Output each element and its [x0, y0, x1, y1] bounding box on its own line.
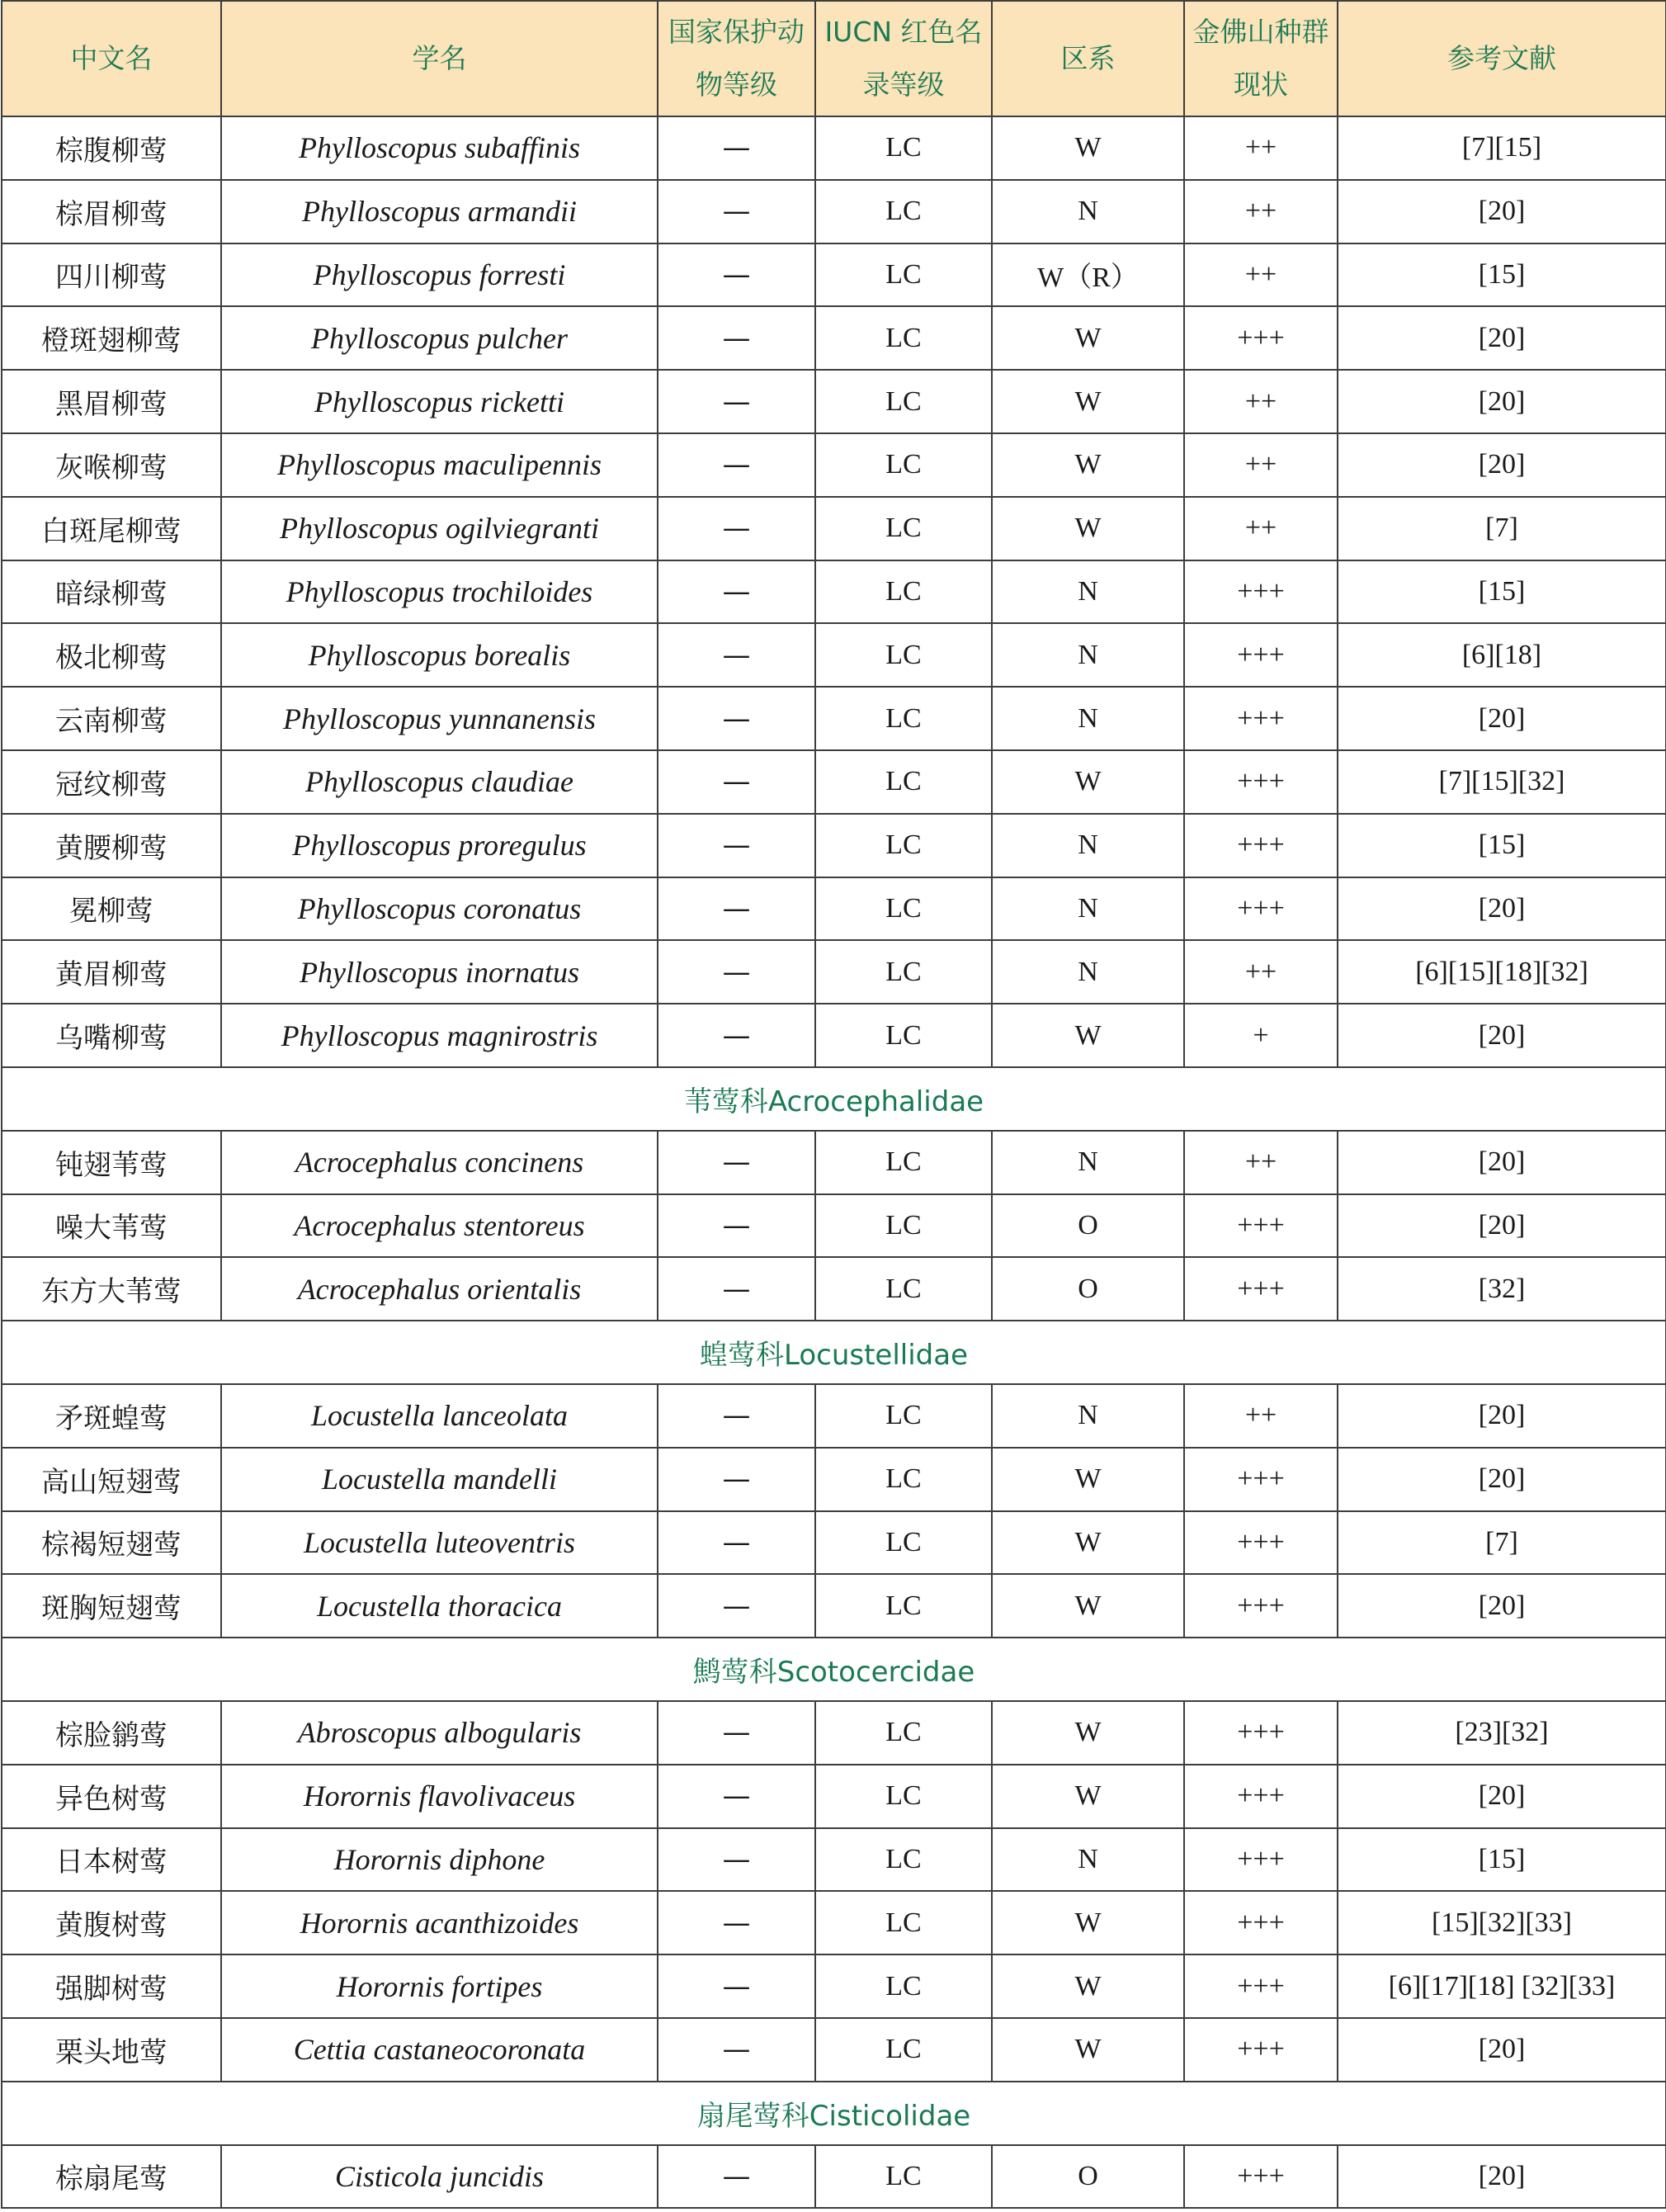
- table-row: [2, 1828, 1666, 1892]
- header-scientific-name: 学名: [221, 1, 658, 116]
- protection-level-cell: —: [658, 1765, 815, 1828]
- iucn-level-cell: LC: [815, 1701, 992, 1765]
- fauna-region-cell: O: [992, 1194, 1184, 1258]
- table-row: [2, 306, 1666, 370]
- chinese-name-cell: 暗绿柳莺: [2, 560, 221, 624]
- protection-level-cell: —: [658, 1891, 815, 1954]
- table-row: [2, 497, 1666, 560]
- population-status-cell: +++: [1184, 2018, 1338, 2082]
- chinese-name-cell: 噪大苇莺: [2, 1194, 221, 1258]
- scientific-name-cell: Phylloscopus magnirostris: [221, 1004, 658, 1067]
- fauna-region-cell: W: [992, 370, 1184, 433]
- protection-level-cell: —: [658, 1954, 815, 2018]
- iucn-level-cell: LC: [815, 1131, 992, 1194]
- protection-level-cell: —: [658, 2018, 815, 2082]
- fauna-region-cell: W: [992, 1954, 1184, 2018]
- fauna-region-cell: W: [992, 1004, 1184, 1067]
- fauna-region-cell: W（R）: [992, 243, 1184, 307]
- references-cell: [32]: [1338, 1257, 1666, 1321]
- population-status-cell: ++: [1184, 243, 1338, 307]
- fauna-region-cell: N: [992, 940, 1184, 1004]
- table-row: [2, 1257, 1666, 1321]
- protection-level-cell: —: [658, 560, 815, 624]
- population-status-cell: ++: [1184, 116, 1338, 180]
- references-cell: [20]: [1338, 877, 1666, 941]
- fauna-region-cell: N: [992, 687, 1184, 750]
- population-status-cell: +++: [1184, 1448, 1338, 1511]
- scientific-name-cell: Phylloscopus yunnanensis: [221, 687, 658, 750]
- scientific-name-cell: Phylloscopus coronatus: [221, 877, 658, 941]
- scientific-name-cell: Acrocephalus stentoreus: [221, 1194, 658, 1258]
- scientific-name-cell: Locustella mandelli: [221, 1448, 658, 1511]
- protection-level-cell: —: [658, 180, 815, 243]
- iucn-level-cell: LC: [815, 306, 992, 370]
- references-cell: [15]: [1338, 560, 1666, 624]
- family-row: [2, 1638, 1666, 1701]
- protection-level-cell: —: [658, 1384, 815, 1448]
- scientific-name-cell: Horornis diphone: [221, 1828, 658, 1892]
- fauna-region-cell: N: [992, 1131, 1184, 1194]
- iucn-level-cell: LC: [815, 497, 992, 560]
- iucn-level-cell: LC: [815, 1511, 992, 1575]
- scientific-name-cell: Acrocephalus concinens: [221, 1131, 658, 1194]
- table-row: [2, 370, 1666, 433]
- population-status-cell: +++: [1184, 1194, 1338, 1258]
- references-cell: [7]: [1338, 497, 1666, 560]
- population-status-cell: +++: [1184, 623, 1338, 687]
- protection-level-cell: —: [658, 750, 815, 814]
- fauna-region-cell: N: [992, 180, 1184, 243]
- scientific-name-cell: Horornis fortipes: [221, 1954, 658, 2018]
- fauna-region-cell: W: [992, 1511, 1184, 1575]
- references-cell: [15]: [1338, 814, 1666, 877]
- table-row: [2, 2018, 1666, 2082]
- species-table: [1, 0, 1666, 2209]
- table-row: [2, 1511, 1666, 1575]
- scientific-name-cell: Acrocephalus orientalis: [221, 1257, 658, 1321]
- scientific-name-cell: Phylloscopus maculipennis: [221, 433, 658, 497]
- protection-level-cell: —: [658, 116, 815, 180]
- fauna-region-cell: W: [992, 750, 1184, 814]
- iucn-level-cell: LC: [815, 940, 992, 1004]
- chinese-name-cell: 矛斑蝗莺: [2, 1384, 221, 1448]
- scientific-name-cell: Phylloscopus forresti: [221, 243, 658, 307]
- fauna-region-cell: W: [992, 433, 1184, 497]
- protection-level-cell: —: [658, 1828, 815, 1892]
- population-status-cell: +++: [1184, 1891, 1338, 1954]
- population-status-cell: +++: [1184, 1954, 1338, 2018]
- population-status-cell: +++: [1184, 687, 1338, 750]
- iucn-level-cell: LC: [815, 1574, 992, 1638]
- iucn-level-cell: LC: [815, 180, 992, 243]
- population-status-cell: ++: [1184, 497, 1338, 560]
- chinese-name-cell: 栗头地莺: [2, 2018, 221, 2082]
- fauna-region-cell: N: [992, 814, 1184, 877]
- table-row: [2, 814, 1666, 877]
- references-cell: [20]: [1338, 433, 1666, 497]
- chinese-name-cell: 强脚树莺: [2, 1954, 221, 2018]
- iucn-level-cell: LC: [815, 814, 992, 877]
- iucn-level-cell: LC: [815, 877, 992, 941]
- protection-level-cell: —: [658, 1511, 815, 1575]
- population-status-cell: +++: [1184, 1257, 1338, 1321]
- scientific-name-cell: Phylloscopus borealis: [221, 623, 658, 687]
- chinese-name-cell: 冕柳莺: [2, 877, 221, 941]
- chinese-name-cell: 钝翅苇莺: [2, 1131, 221, 1194]
- population-status-cell: +++: [1184, 306, 1338, 370]
- fauna-region-cell: N: [992, 1384, 1184, 1448]
- references-cell: [23][32]: [1338, 1701, 1666, 1765]
- chinese-name-cell: 黑眉柳莺: [2, 370, 221, 433]
- population-status-cell: +++: [1184, 750, 1338, 814]
- table-row: [2, 433, 1666, 497]
- family-heading: 鹪莺科Scotocercidae: [2, 1638, 1666, 1701]
- iucn-level-cell: LC: [815, 1954, 992, 2018]
- fauna-region-cell: N: [992, 560, 1184, 624]
- table-row: [2, 1384, 1666, 1448]
- population-status-cell: +++: [1184, 877, 1338, 941]
- table-row: [2, 243, 1666, 307]
- protection-level-cell: —: [658, 433, 815, 497]
- table-body: [2, 116, 1666, 2208]
- header-fauna-region: 区系: [992, 1, 1184, 116]
- iucn-level-cell: LC: [815, 2145, 992, 2209]
- scientific-name-cell: Phylloscopus armandii: [221, 180, 658, 243]
- fauna-region-cell: W: [992, 116, 1184, 180]
- chinese-name-cell: 异色树莺: [2, 1765, 221, 1828]
- fauna-region-cell: N: [992, 623, 1184, 687]
- iucn-level-cell: LC: [815, 1194, 992, 1258]
- fauna-region-cell: O: [992, 1257, 1184, 1321]
- references-cell: [20]: [1338, 370, 1666, 433]
- fauna-region-cell: W: [992, 1701, 1184, 1765]
- fauna-region-cell: W: [992, 1765, 1184, 1828]
- references-cell: [7][15]: [1338, 116, 1666, 180]
- protection-level-cell: —: [658, 1574, 815, 1638]
- table-row: [2, 116, 1666, 180]
- protection-level-cell: —: [658, 1194, 815, 1258]
- iucn-level-cell: LC: [815, 1004, 992, 1067]
- protection-level-cell: —: [658, 1004, 815, 1067]
- chinese-name-cell: 四川柳莺: [2, 243, 221, 307]
- population-status-cell: +++: [1184, 1511, 1338, 1575]
- fauna-region-cell: N: [992, 1828, 1184, 1892]
- population-status-cell: +++: [1184, 1765, 1338, 1828]
- table-row: [2, 1004, 1666, 1067]
- table-row: [2, 687, 1666, 750]
- header-row: [2, 1, 1666, 116]
- table-row: [2, 877, 1666, 941]
- table-row: [2, 2145, 1666, 2209]
- references-cell: [6][17][18] [32][33]: [1338, 1954, 1666, 2018]
- fauna-region-cell: W: [992, 497, 1184, 560]
- population-status-cell: ++: [1184, 370, 1338, 433]
- scientific-name-cell: Cisticola juncidis: [221, 2145, 658, 2209]
- table-row: [2, 1448, 1666, 1511]
- chinese-name-cell: 云南柳莺: [2, 687, 221, 750]
- chinese-name-cell: 乌嘴柳莺: [2, 1004, 221, 1067]
- references-cell: [15][32][33]: [1338, 1891, 1666, 1954]
- chinese-name-cell: 黄眉柳莺: [2, 940, 221, 1004]
- scientific-name-cell: Phylloscopus ricketti: [221, 370, 658, 433]
- table-row: [2, 1765, 1666, 1828]
- header-references: 参考文献: [1338, 1, 1666, 116]
- protection-level-cell: —: [658, 1701, 815, 1765]
- iucn-level-cell: LC: [815, 1257, 992, 1321]
- iucn-level-cell: LC: [815, 750, 992, 814]
- family-row: [2, 1067, 1666, 1131]
- table-row: [2, 1574, 1666, 1638]
- protection-level-cell: —: [658, 623, 815, 687]
- population-status-cell: ++: [1184, 940, 1338, 1004]
- iucn-level-cell: LC: [815, 560, 992, 624]
- protection-level-cell: —: [658, 687, 815, 750]
- chinese-name-cell: 棕脸鹟莺: [2, 1701, 221, 1765]
- references-cell: [6][18]: [1338, 623, 1666, 687]
- references-cell: [15]: [1338, 243, 1666, 307]
- scientific-name-cell: Phylloscopus ogilviegranti: [221, 497, 658, 560]
- scientific-name-cell: Phylloscopus trochiloides: [221, 560, 658, 624]
- family-heading: 蝗莺科Locustellidae: [2, 1321, 1666, 1384]
- references-cell: [15]: [1338, 1828, 1666, 1892]
- protection-level-cell: —: [658, 940, 815, 1004]
- scientific-name-cell: Phylloscopus inornatus: [221, 940, 658, 1004]
- scientific-name-cell: Abroscopus albogularis: [221, 1701, 658, 1765]
- chinese-name-cell: 棕扇尾莺: [2, 2145, 221, 2209]
- protection-level-cell: —: [658, 370, 815, 433]
- references-cell: [20]: [1338, 1765, 1666, 1828]
- references-cell: [20]: [1338, 1574, 1666, 1638]
- references-cell: [20]: [1338, 1194, 1666, 1258]
- chinese-name-cell: 棕褐短翅莺: [2, 1511, 221, 1575]
- population-status-cell: ++: [1184, 1384, 1338, 1448]
- iucn-level-cell: LC: [815, 1448, 992, 1511]
- references-cell: [20]: [1338, 1384, 1666, 1448]
- scientific-name-cell: Locustella lanceolata: [221, 1384, 658, 1448]
- scientific-name-cell: Locustella thoracica: [221, 1574, 658, 1638]
- scientific-name-cell: Phylloscopus subaffinis: [221, 116, 658, 180]
- fauna-region-cell: W: [992, 1574, 1184, 1638]
- references-cell: [20]: [1338, 687, 1666, 750]
- table-row: [2, 1701, 1666, 1765]
- chinese-name-cell: 极北柳莺: [2, 623, 221, 687]
- chinese-name-cell: 黄腹树莺: [2, 1891, 221, 1954]
- header-iucn-level: IUCN 红色名录等级: [815, 1, 992, 116]
- fauna-region-cell: W: [992, 1891, 1184, 1954]
- fauna-region-cell: W: [992, 1448, 1184, 1511]
- chinese-name-cell: 冠纹柳莺: [2, 750, 221, 814]
- fauna-region-cell: W: [992, 306, 1184, 370]
- population-status-cell: ++: [1184, 433, 1338, 497]
- iucn-level-cell: LC: [815, 1765, 992, 1828]
- iucn-level-cell: LC: [815, 1384, 992, 1448]
- family-heading: 苇莺科Acrocephalidae: [2, 1067, 1666, 1131]
- iucn-level-cell: LC: [815, 1891, 992, 1954]
- iucn-level-cell: LC: [815, 370, 992, 433]
- population-status-cell: +++: [1184, 814, 1338, 877]
- iucn-level-cell: LC: [815, 116, 992, 180]
- references-cell: [7][15][32]: [1338, 750, 1666, 814]
- references-cell: [6][15][18][32]: [1338, 940, 1666, 1004]
- chinese-name-cell: 斑胸短翅莺: [2, 1574, 221, 1638]
- iucn-level-cell: LC: [815, 433, 992, 497]
- iucn-level-cell: LC: [815, 623, 992, 687]
- references-cell: [20]: [1338, 180, 1666, 243]
- protection-level-cell: —: [658, 877, 815, 941]
- scientific-name-cell: Phylloscopus claudiae: [221, 750, 658, 814]
- fauna-region-cell: N: [992, 877, 1184, 941]
- population-status-cell: +++: [1184, 1701, 1338, 1765]
- scientific-name-cell: Horornis flavolivaceus: [221, 1765, 658, 1828]
- header-chinese-name: 中文名: [2, 1, 221, 116]
- fauna-region-cell: O: [992, 2145, 1184, 2209]
- chinese-name-cell: 日本树莺: [2, 1828, 221, 1892]
- protection-level-cell: —: [658, 1448, 815, 1511]
- table-row: [2, 1194, 1666, 1258]
- population-status-cell: ++: [1184, 180, 1338, 243]
- header-population-status: 金佛山种群现状: [1184, 1, 1338, 116]
- family-row: [2, 1321, 1666, 1384]
- population-status-cell: +++: [1184, 560, 1338, 624]
- table-row: [2, 750, 1666, 814]
- population-status-cell: ++: [1184, 1131, 1338, 1194]
- references-cell: [20]: [1338, 306, 1666, 370]
- table-row: [2, 1131, 1666, 1194]
- chinese-name-cell: 高山短翅莺: [2, 1448, 221, 1511]
- scientific-name-cell: Locustella luteoventris: [221, 1511, 658, 1575]
- chinese-name-cell: 黄腰柳莺: [2, 814, 221, 877]
- family-row: [2, 2082, 1666, 2145]
- header-protection-level: 国家保护动物等级: [658, 1, 815, 116]
- iucn-level-cell: LC: [815, 687, 992, 750]
- chinese-name-cell: 橙斑翅柳莺: [2, 306, 221, 370]
- scientific-name-cell: Phylloscopus pulcher: [221, 306, 658, 370]
- chinese-name-cell: 棕腹柳莺: [2, 116, 221, 180]
- references-cell: [20]: [1338, 1131, 1666, 1194]
- population-status-cell: +++: [1184, 1828, 1338, 1892]
- chinese-name-cell: 东方大苇莺: [2, 1257, 221, 1321]
- references-cell: [20]: [1338, 1004, 1666, 1067]
- iucn-level-cell: LC: [815, 243, 992, 307]
- table-row: [2, 1891, 1666, 1954]
- iucn-level-cell: LC: [815, 1828, 992, 1892]
- references-cell: [20]: [1338, 2145, 1666, 2209]
- population-status-cell: +++: [1184, 2145, 1338, 2209]
- fauna-region-cell: W: [992, 2018, 1184, 2082]
- table-row: [2, 623, 1666, 687]
- references-cell: [20]: [1338, 2018, 1666, 2082]
- scientific-name-cell: Horornis acanthizoides: [221, 1891, 658, 1954]
- table-row: [2, 180, 1666, 243]
- protection-level-cell: —: [658, 2145, 815, 2209]
- iucn-level-cell: LC: [815, 2018, 992, 2082]
- protection-level-cell: —: [658, 1131, 815, 1194]
- protection-level-cell: —: [658, 1257, 815, 1321]
- table-row: [2, 560, 1666, 624]
- protection-level-cell: —: [658, 497, 815, 560]
- population-status-cell: +: [1184, 1004, 1338, 1067]
- chinese-name-cell: 白斑尾柳莺: [2, 497, 221, 560]
- references-cell: [7]: [1338, 1511, 1666, 1575]
- population-status-cell: +++: [1184, 1574, 1338, 1638]
- chinese-name-cell: 灰喉柳莺: [2, 433, 221, 497]
- table-row: [2, 1954, 1666, 2018]
- protection-level-cell: —: [658, 306, 815, 370]
- protection-level-cell: —: [658, 814, 815, 877]
- scientific-name-cell: Phylloscopus proregulus: [221, 814, 658, 877]
- family-heading: 扇尾莺科Cisticolidae: [2, 2082, 1666, 2145]
- protection-level-cell: —: [658, 243, 815, 307]
- references-cell: [20]: [1338, 1448, 1666, 1511]
- table-row: [2, 940, 1666, 1004]
- scientific-name-cell: Cettia castaneocoronata: [221, 2018, 658, 2082]
- chinese-name-cell: 棕眉柳莺: [2, 180, 221, 243]
